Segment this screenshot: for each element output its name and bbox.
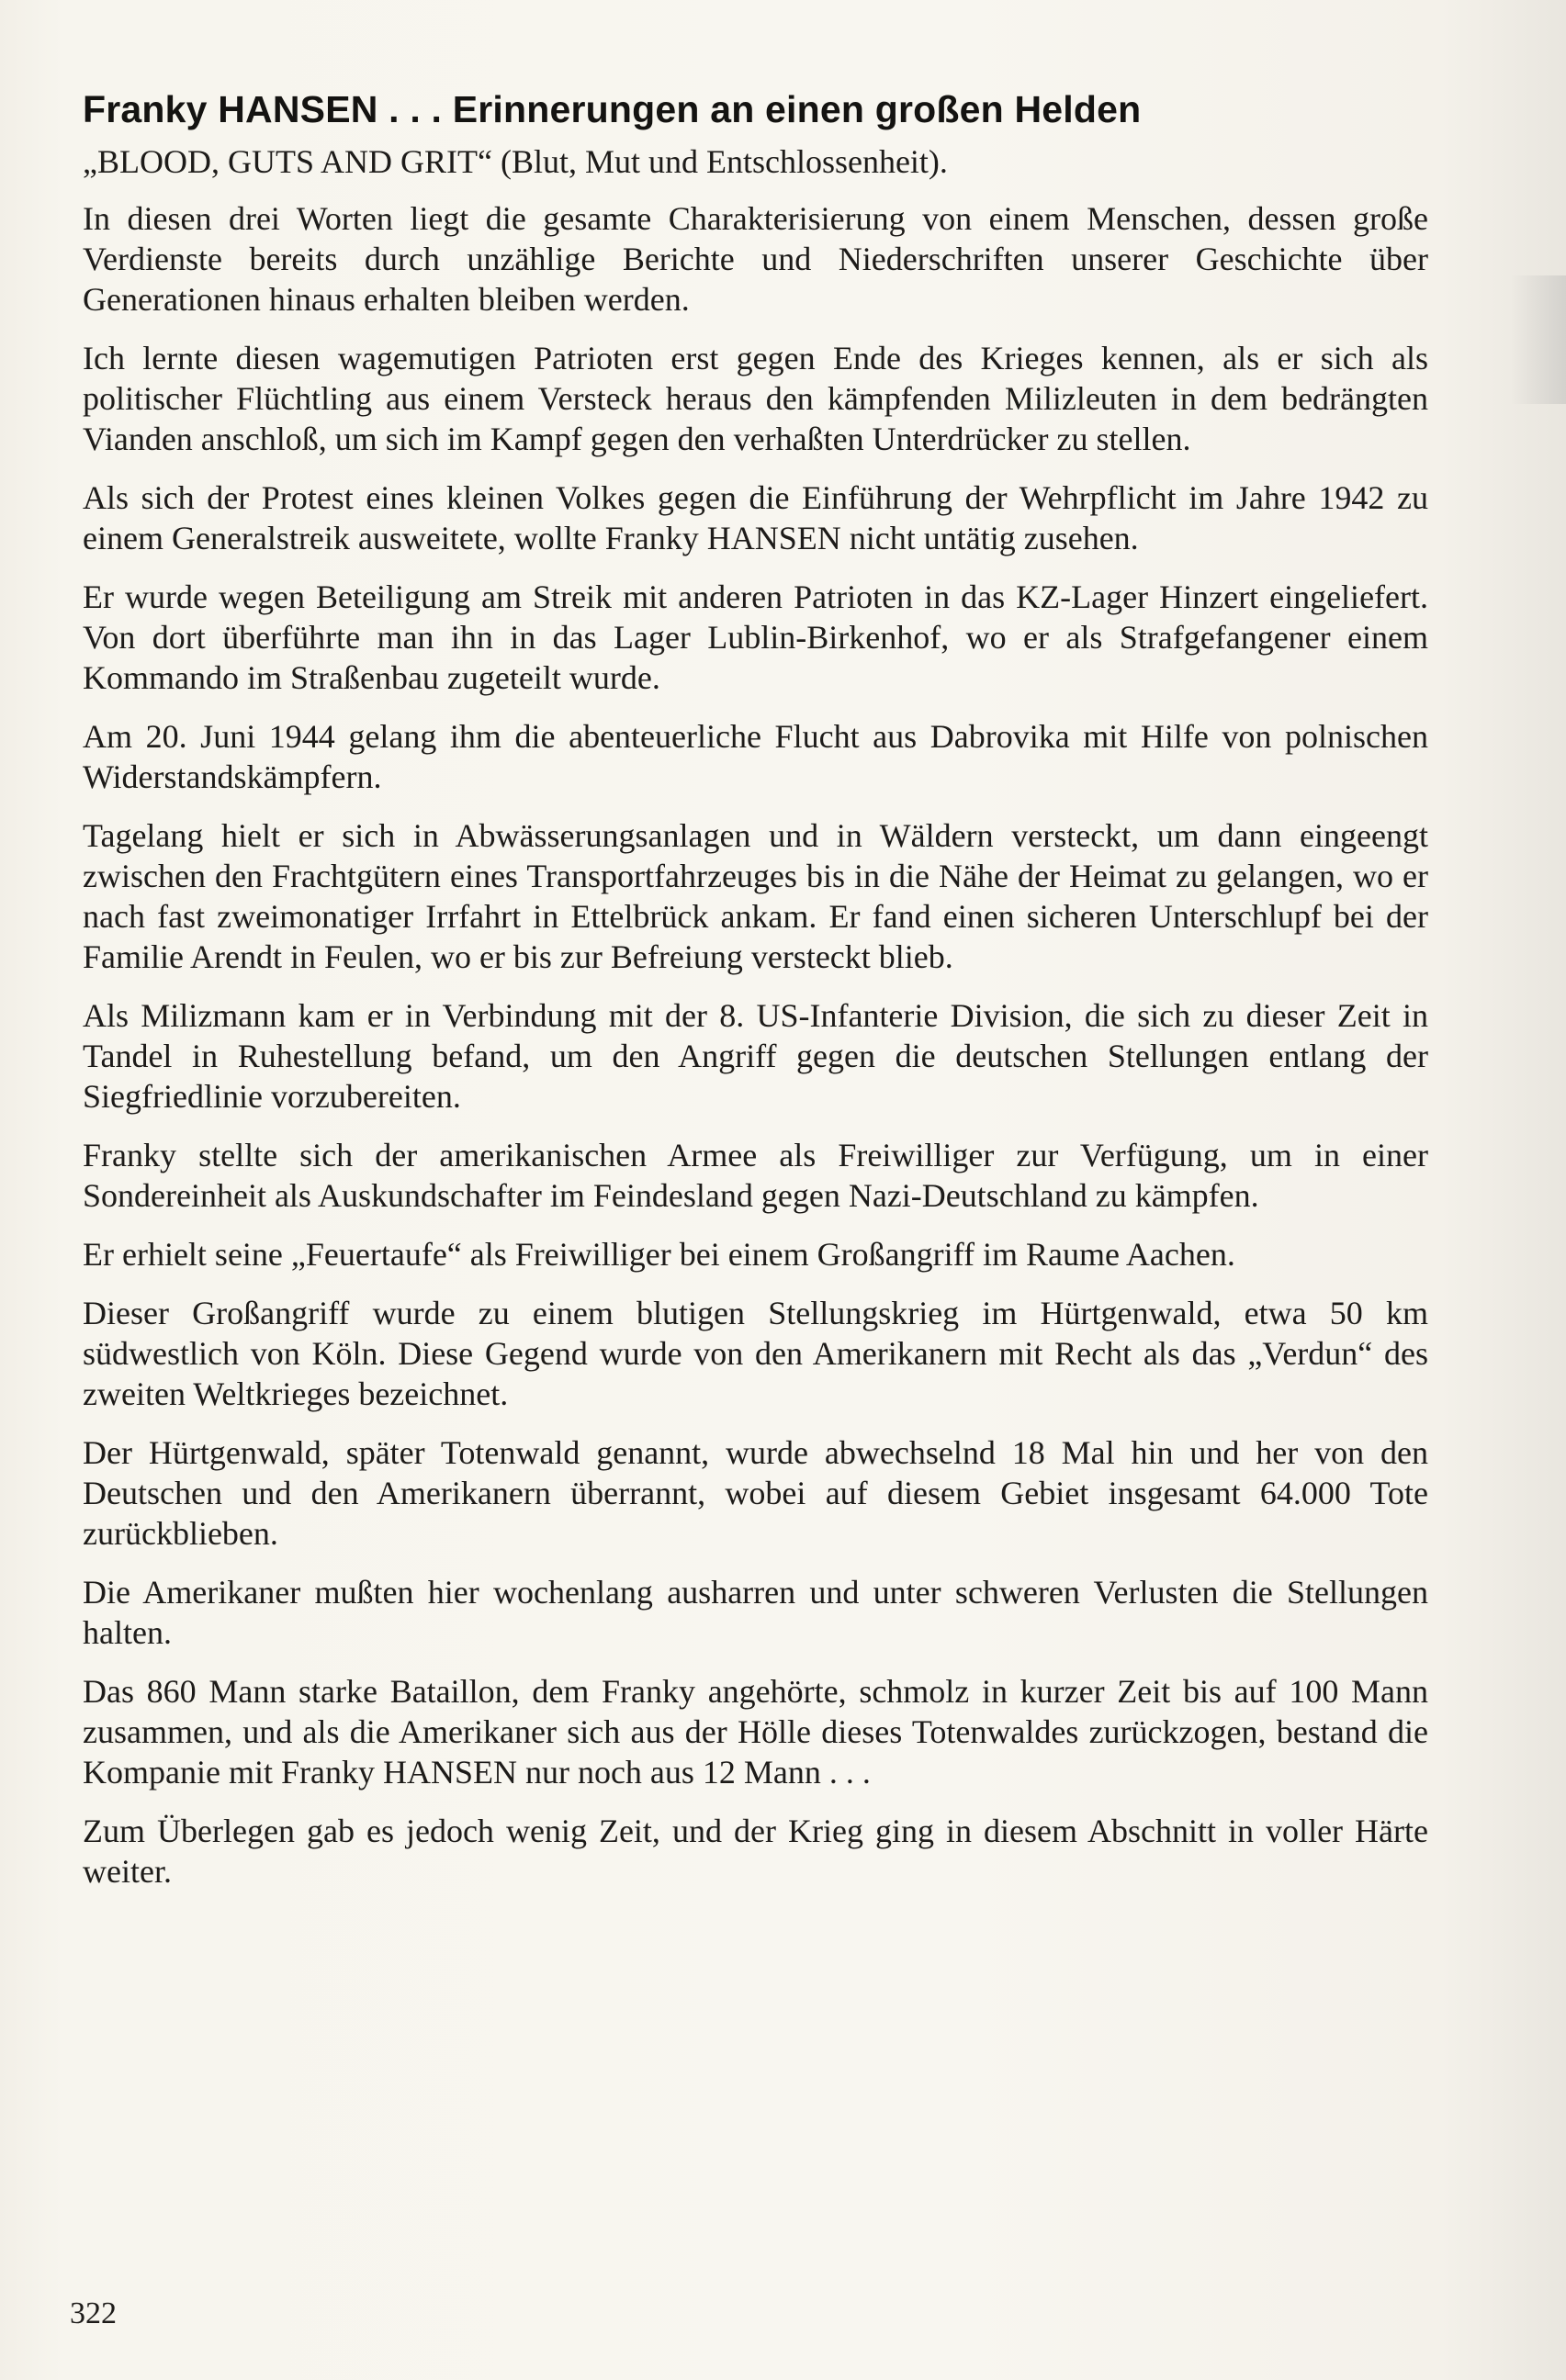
paragraph-3: Als sich der Protest eines kleinen Volkes gegen die Einführung der Wehrpflicht im Jahre 1942 zu einem Generalstreik ausweitete, wollte Franky HANSEN nicht untätig zusehen. xyxy=(83,479,1428,556)
page-title: Franky HANSEN . . . Erinnerungen an einen großen Helden xyxy=(83,88,1142,130)
paragraph-2: Ich lernte diesen wagemutigen Patrioten erst gegen Ende des Krieges kennen, als er sich als politischer Flüchtling aus einem Versteck heraus den kämpfenden Milizleuten in dem bedrängten Vianden anschloß, um sich im Kampf gegen den verhaßten Unterdrücker zu stellen. xyxy=(83,340,1428,457)
paragraph-11: Der Hürtgenwald, später Totenwald genannt, wurde abwechselnd 18 Mal hin und her von den Deutschen und den Amerikanern überrannt, wobei auf diesem Gebiet insgesamt 64.000 Tote zurückblieben. xyxy=(83,1434,1428,1552)
paragraph-7: Als Milizmann kam er in Verbindung mit der 8. US-Infanterie Division, die sich zu dieser Zeit in Tandel in Ruhestellung befand, um den Angriff gegen die deutschen Stellungen entlang der Siegfriedlinie vorzubereiten. xyxy=(83,997,1428,1115)
paragraph-14: Zum Überlegen gab es jedoch wenig Zeit, und der Krieg ging in diesem Abschnitt in voller Härte weiter. xyxy=(83,1813,1428,1890)
paragraph-9: Er erhielt seine „Feuertaufe“ als Freiwilliger bei einem Großangriff im Raume Aachen. xyxy=(83,1236,1235,1273)
paragraph-12: Die Amerikaner mußten hier wochenlang ausharren und unter schweren Verlusten die Stellungen halten. xyxy=(83,1574,1428,1651)
paragraph-10: Dieser Großangriff wurde zu einem blutigen Stellungskrieg im Hürtgenwald, etwa 50 km südwestlich von Köln. Diese Gegend wurde von den Amerikanern mit Recht als das „Verdun“ des zweiten Weltkrieges bezeichnet. xyxy=(83,1295,1428,1412)
paragraph-13: Das 860 Mann starke Bataillon, dem Franky angehörte, schmolz in kurzer Zeit bis auf 100 Mann zusammen, und als die Amerikaner sich aus der Hölle dieses Totenwaldes zurückzogen, bestand die Kompanie mit Franky HANSEN nur noch aus 12 Mann . . . xyxy=(83,1673,1428,1791)
paragraph-4: Er wurde wegen Beteiligung am Streik mit anderen Patrioten in das KZ-Lager Hinzert eingeliefert. Von dort überführte man ihn in das Lager Lublin-Birkenhof, wo er als Strafgefangener einem Kommando im Straßenbau zugeteilt wurde. xyxy=(83,578,1428,696)
subtitle: „BLOOD, GUTS AND GRIT“ (Blut, Mut und Entschlossenheit). xyxy=(83,143,948,180)
page-number: 322 xyxy=(70,2296,117,2330)
paragraph-5: Am 20. Juni 1944 gelang ihm die abenteuerliche Flucht aus Dabrovika mit Hilfe von polnischen Widerstandskämpfern. xyxy=(83,718,1428,795)
binding-shadow xyxy=(1511,275,1566,404)
paragraph-1: In diesen drei Worten liegt die gesamte Charakterisierung von einem Menschen, dessen große Verdienste bereits durch unzählige Berichte und Niederschriften unserer Geschichte über Generationen hinaus erhalten bleiben werden. xyxy=(83,200,1428,318)
paragraph-6: Tagelang hielt er sich in Abwässerungsanlagen und in Wäldern versteckt, um dann eingeengt zwischen den Frachtgütern eines Transportfahrzeuges bis in die Nähe der Heimat zu gelangen, wo er nach fast zweimonatiger Irrfahrt in Ettelbrück ankam. Er fand einen sicheren Unterschlupf bei der Familie Arendt in Feulen, wo er bis zur Befreiung versteckt blieb. xyxy=(83,817,1428,975)
text-block xyxy=(83,84,1428,1910)
paragraph-8: Franky stellte sich der amerikanischen Armee als Freiwilliger zur Verfügung, um in einer Sondereinheit als Auskundschafter im Feindesland gegen Nazi-Deutschland zu kämpfen. xyxy=(83,1137,1428,1214)
